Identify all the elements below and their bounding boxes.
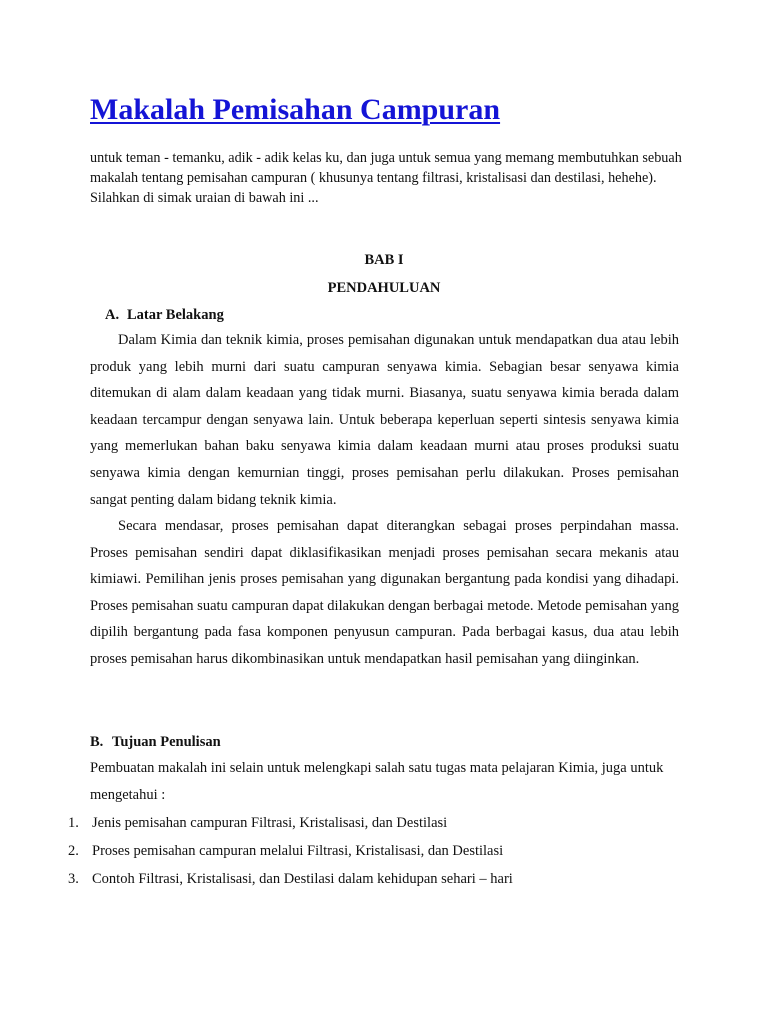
document-title-link[interactable]: Makalah Pemisahan Campuran [90,93,501,126]
tujuan-list [68,809,708,893]
list-item-text: Proses pemisahan campuran melalui Filtrasi, Kristalisasi, dan Destilasi [92,843,504,859]
list-item-number: 1. [68,815,79,831]
section-b-letter: B. [90,734,104,750]
section-b-heading [90,732,221,752]
list-item-text: Contoh Filtrasi, Kristalisasi, dan Destilasi dalam kehidupan sehari – hari [92,871,513,887]
list-item [68,865,708,893]
list-item-text: Jenis pemisahan campuran Filtrasi, Kristalisasi, dan Destilasi [92,815,448,831]
section-a-title: Latar Belakang [127,307,224,323]
section-a-heading [105,305,224,325]
chapter-number: BAB I [364,252,404,268]
list-item [68,809,708,837]
list-item-number: 3. [68,871,79,887]
section-a-letter: A. [105,307,120,323]
list-item [68,837,708,865]
chapter-name: PENDAHULUAN [327,280,441,296]
intro-paragraph: untuk teman - temanku, adik - adik kelas ku, dan juga untuk semua yang memang membutuhkan sebuah makalah tentang pemisahan campuran ( khusunya tentang filtrasi, kristalisasi dan destilasi, hehehe). Silahkan di simak uraian di bawah ini ... [90,150,682,206]
section-b-title: Tujuan Penulisan [112,734,221,750]
latar-belakang-paragraph-1: Dalam Kimia dan teknik kimia, proses pemisahan digunakan untuk mendapatkan dua atau lebih produk yang lebih murni dari suatu campuran senyawa kimia. Sebagian besar senyawa kimia ditemukan di alam dalam keadaan yang tidak murni. Biasanya, suatu senyawa kimia berada dalam keadaan tercampur dengan senyawa lain. Untuk beberapa keperluan seperti sintesis senyawa kimia yang memerlukan bahan baku senyawa kimia dalam keadaan murni atau proses produksi suatu senyawa kimia dengan kemurnian tinggi, proses pemisahan perlu dilakukan. Proses pemisahan sangat penting dalam bidang teknik kimia. [90,332,679,508]
list-item-number: 2. [68,843,79,859]
tujuan-paragraph: Pembuatan makalah ini selain untuk melengkapi salah satu tugas mata pelajaran Kimia, juga untuk mengetahui : [90,760,664,803]
latar-belakang-paragraph-2: Secara mendasar, proses pemisahan dapat diterangkan sebagai proses perpindahan massa. Proses pemisahan sendiri dapat diklasifikasikan menjadi proses pemisahan secara mekanis atau kimiawi. Pemilihan jenis proses pemisahan yang digunakan bergantung pada kondisi yang dihadapi. Proses pemisahan suatu campuran dapat dilakukan dengan berbagai metode. Metode pemisahan yang dipilih bergantung pada fasa komponen penyusun campuran. Pada berbagai kasus, dua atau lebih proses pemisahan harus dikombinasikan untuk mendapatkan hasil pemisahan yang diinginkan. [90,518,679,667]
